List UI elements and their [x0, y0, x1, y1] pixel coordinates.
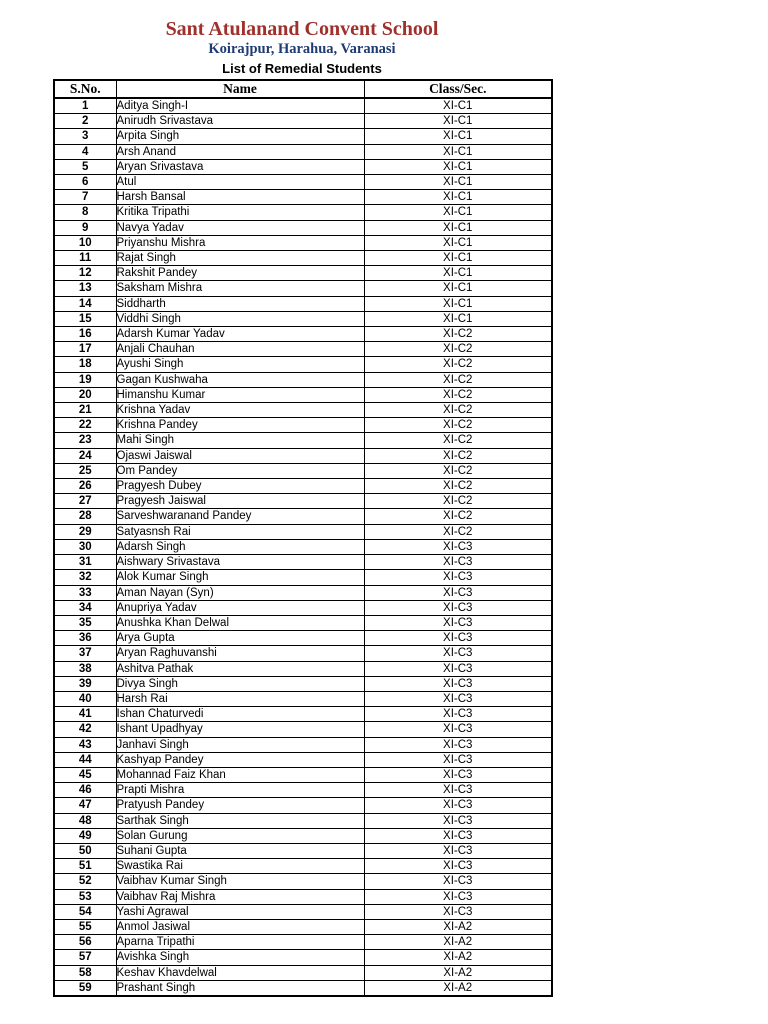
cell-name: Anmol Jasiwal	[116, 919, 364, 934]
cell-sno: 40	[54, 691, 116, 706]
cell-name: Aparna Tripathi	[116, 935, 364, 950]
cell-sno: 9	[54, 220, 116, 235]
cell-sno: 37	[54, 646, 116, 661]
list-title: List of Remedial Students	[222, 61, 382, 76]
cell-class: XI-C3	[364, 615, 552, 630]
table-row	[54, 98, 552, 114]
cell-sno: 31	[54, 555, 116, 570]
cell-class: XI-C3	[364, 843, 552, 858]
cell-class: XI-C1	[364, 266, 552, 281]
table-row	[54, 129, 552, 144]
school-address: Koirajpur, Harahua, Varanasi	[208, 41, 396, 57]
cell-class: XI-C1	[364, 296, 552, 311]
cell-class: XI-C3	[364, 555, 552, 570]
cell-sno: 17	[54, 342, 116, 357]
cell-class: XI-A2	[364, 935, 552, 950]
cell-class: XI-C3	[364, 798, 552, 813]
cell-name: Suhani Gupta	[116, 843, 364, 858]
cell-class: XI-C2	[364, 387, 552, 402]
remedial-students-table	[53, 79, 553, 997]
cell-class: XI-C2	[364, 357, 552, 372]
cell-name: Solan Gurung	[116, 828, 364, 843]
cell-sno: 28	[54, 509, 116, 524]
cell-class: XI-A2	[364, 950, 552, 965]
cell-sno: 2	[54, 114, 116, 129]
cell-name: Saksham Mishra	[116, 281, 364, 296]
table-row	[54, 935, 552, 950]
cell-sno: 1	[54, 98, 116, 114]
table-row	[54, 889, 552, 904]
table-row	[54, 403, 552, 418]
cell-name: Divya Singh	[116, 676, 364, 691]
cell-name: Satyasnsh Rai	[116, 524, 364, 539]
cell-class: XI-C3	[364, 570, 552, 585]
cell-class: XI-C2	[364, 448, 552, 463]
table-row	[54, 874, 552, 889]
cell-name: Anupriya Yadav	[116, 600, 364, 615]
cell-class: XI-C1	[364, 220, 552, 235]
cell-class: XI-C3	[364, 752, 552, 767]
table-row	[54, 205, 552, 220]
cell-name: Prashant Singh	[116, 980, 364, 996]
cell-sno: 39	[54, 676, 116, 691]
cell-name: Ishant Upadhyay	[116, 722, 364, 737]
cell-name: Arpita Singh	[116, 129, 364, 144]
cell-class: XI-C1	[364, 144, 552, 159]
cell-sno: 38	[54, 661, 116, 676]
table-row	[54, 737, 552, 752]
cell-sno: 34	[54, 600, 116, 615]
cell-sno: 12	[54, 266, 116, 281]
table-row	[54, 114, 552, 129]
column-header-name: Name	[116, 80, 364, 98]
table-row	[54, 752, 552, 767]
cell-name: Ishan Chaturvedi	[116, 707, 364, 722]
cell-sno: 13	[54, 281, 116, 296]
cell-class: XI-C1	[364, 235, 552, 250]
cell-class: XI-C3	[364, 722, 552, 737]
cell-sno: 5	[54, 159, 116, 174]
cell-class: XI-C2	[364, 479, 552, 494]
cell-class: XI-C2	[364, 433, 552, 448]
cell-sno: 15	[54, 311, 116, 326]
table-row	[54, 707, 552, 722]
cell-class: XI-C1	[364, 205, 552, 220]
cell-sno: 24	[54, 448, 116, 463]
cell-name: Pragyesh Jaiswal	[116, 494, 364, 509]
cell-sno: 41	[54, 707, 116, 722]
table-row	[54, 600, 552, 615]
cell-class: XI-C3	[364, 904, 552, 919]
cell-sno: 36	[54, 631, 116, 646]
cell-sno: 58	[54, 965, 116, 980]
table-row	[54, 691, 552, 706]
table-row	[54, 327, 552, 342]
cell-name: Yashi Agrawal	[116, 904, 364, 919]
cell-name: Swastika Rai	[116, 859, 364, 874]
cell-sno: 27	[54, 494, 116, 509]
cell-class: XI-C1	[364, 114, 552, 129]
cell-name: Anushka Khan Delwal	[116, 615, 364, 630]
cell-class: XI-C3	[364, 585, 552, 600]
cell-name: Harsh Rai	[116, 691, 364, 706]
cell-sno: 51	[54, 859, 116, 874]
table-row	[54, 372, 552, 387]
cell-sno: 6	[54, 175, 116, 190]
cell-class: XI-C1	[364, 159, 552, 174]
table-row	[54, 418, 552, 433]
cell-class: XI-C2	[364, 372, 552, 387]
table-row	[54, 433, 552, 448]
cell-name: Aman Nayan (Syn)	[116, 585, 364, 600]
cell-class: XI-C1	[364, 281, 552, 296]
cell-sno: 55	[54, 919, 116, 934]
cell-sno: 42	[54, 722, 116, 737]
table-row	[54, 783, 552, 798]
table-row	[54, 859, 552, 874]
table-row	[54, 798, 552, 813]
cell-name: Aryan Raghuvanshi	[116, 646, 364, 661]
cell-class: XI-C2	[364, 342, 552, 357]
cell-class: XI-C3	[364, 676, 552, 691]
cell-sno: 56	[54, 935, 116, 950]
cell-name: Janhavi Singh	[116, 737, 364, 752]
table-row	[54, 448, 552, 463]
table-row	[54, 281, 552, 296]
cell-name: Ojaswi Jaiswal	[116, 448, 364, 463]
cell-name: Anirudh Srivastava	[116, 114, 364, 129]
table-row	[54, 190, 552, 205]
cell-name: Vaibhav Kumar Singh	[116, 874, 364, 889]
table-row	[54, 509, 552, 524]
cell-name: Sarthak Singh	[116, 813, 364, 828]
cell-class: XI-C3	[364, 539, 552, 554]
cell-class: XI-C3	[364, 859, 552, 874]
cell-name: Mahi Singh	[116, 433, 364, 448]
table-row	[54, 843, 552, 858]
cell-name: Gagan Kushwaha	[116, 372, 364, 387]
cell-class: XI-C2	[364, 418, 552, 433]
table-row	[54, 646, 552, 661]
cell-sno: 49	[54, 828, 116, 843]
cell-name: Navya Yadav	[116, 220, 364, 235]
table-header-row	[54, 80, 552, 98]
cell-sno: 30	[54, 539, 116, 554]
cell-sno: 47	[54, 798, 116, 813]
cell-class: XI-C3	[364, 828, 552, 843]
cell-sno: 20	[54, 387, 116, 402]
cell-sno: 3	[54, 129, 116, 144]
cell-name: Rakshit Pandey	[116, 266, 364, 281]
cell-class: XI-A2	[364, 965, 552, 980]
cell-class: XI-C3	[364, 737, 552, 752]
table-row	[54, 676, 552, 691]
cell-sno: 26	[54, 479, 116, 494]
cell-name: Avishka Singh	[116, 950, 364, 965]
cell-class: XI-A2	[364, 980, 552, 996]
cell-sno: 53	[54, 889, 116, 904]
cell-class: XI-C3	[364, 661, 552, 676]
cell-name: Om Pandey	[116, 463, 364, 478]
cell-class: XI-C1	[364, 129, 552, 144]
cell-sno: 46	[54, 783, 116, 798]
table-row	[54, 251, 552, 266]
cell-sno: 43	[54, 737, 116, 752]
cell-name: Siddharth	[116, 296, 364, 311]
table-row	[54, 479, 552, 494]
cell-name: Prapti Mishra	[116, 783, 364, 798]
cell-name: Alok Kumar Singh	[116, 570, 364, 585]
table-row	[54, 980, 552, 996]
cell-name: Harsh Bansal	[116, 190, 364, 205]
cell-class: XI-C3	[364, 691, 552, 706]
cell-class: XI-A2	[364, 919, 552, 934]
table-row	[54, 266, 552, 281]
cell-name: Rajat Singh	[116, 251, 364, 266]
cell-name: Vaibhav Raj Mishra	[116, 889, 364, 904]
cell-class: XI-C2	[364, 524, 552, 539]
cell-sno: 7	[54, 190, 116, 205]
cell-name: Mohannad Faiz Khan	[116, 767, 364, 782]
cell-sno: 48	[54, 813, 116, 828]
cell-sno: 10	[54, 235, 116, 250]
cell-sno: 29	[54, 524, 116, 539]
cell-sno: 18	[54, 357, 116, 372]
cell-sno: 19	[54, 372, 116, 387]
table-body	[54, 98, 552, 996]
table-row	[54, 524, 552, 539]
cell-name: Adarsh Kumar Yadav	[116, 327, 364, 342]
cell-sno: 16	[54, 327, 116, 342]
cell-class: XI-C3	[364, 783, 552, 798]
cell-name: Pragyesh Dubey	[116, 479, 364, 494]
cell-class: XI-C3	[364, 707, 552, 722]
cell-name: Viddhi Singh	[116, 311, 364, 326]
cell-sno: 52	[54, 874, 116, 889]
table-row	[54, 570, 552, 585]
table-row	[54, 555, 552, 570]
cell-sno: 11	[54, 251, 116, 266]
cell-class: XI-C1	[364, 190, 552, 205]
cell-class: XI-C2	[364, 494, 552, 509]
table-row	[54, 919, 552, 934]
cell-sno: 33	[54, 585, 116, 600]
table-row	[54, 463, 552, 478]
table-row	[54, 813, 552, 828]
table-row	[54, 767, 552, 782]
cell-sno: 8	[54, 205, 116, 220]
cell-name: Krishna Yadav	[116, 403, 364, 418]
table-row	[54, 950, 552, 965]
cell-sno: 35	[54, 615, 116, 630]
cell-class: XI-C3	[364, 874, 552, 889]
cell-name: Pratyush Pandey	[116, 798, 364, 813]
cell-name: Sarveshwaranand Pandey	[116, 509, 364, 524]
cell-class: XI-C3	[364, 600, 552, 615]
cell-class: XI-C3	[364, 813, 552, 828]
table-row	[54, 175, 552, 190]
cell-class: XI-C2	[364, 463, 552, 478]
table-row	[54, 585, 552, 600]
cell-name: Himanshu Kumar	[116, 387, 364, 402]
cell-sno: 50	[54, 843, 116, 858]
cell-name: Kritika Tripathi	[116, 205, 364, 220]
cell-name: Krishna Pandey	[116, 418, 364, 433]
cell-class: XI-C3	[364, 767, 552, 782]
table-row	[54, 904, 552, 919]
table-row	[54, 615, 552, 630]
cell-name: Aditya Singh-I	[116, 98, 364, 114]
table-row	[54, 828, 552, 843]
cell-name: Keshav Khavdelwal	[116, 965, 364, 980]
table-row	[54, 342, 552, 357]
table-row	[54, 357, 552, 372]
table-row	[54, 539, 552, 554]
cell-class: XI-C2	[364, 403, 552, 418]
cell-sno: 54	[54, 904, 116, 919]
cell-class: XI-C2	[364, 509, 552, 524]
column-header-class: Class/Sec.	[364, 80, 552, 98]
table-row	[54, 311, 552, 326]
cell-name: Anjali Chauhan	[116, 342, 364, 357]
cell-sno: 59	[54, 980, 116, 996]
cell-class: XI-C1	[364, 175, 552, 190]
table-row	[54, 387, 552, 402]
cell-sno: 44	[54, 752, 116, 767]
cell-sno: 23	[54, 433, 116, 448]
school-name: Sant Atulanand Convent School	[165, 18, 439, 40]
cell-name: Aishwary Srivastava	[116, 555, 364, 570]
table-row	[54, 965, 552, 980]
cell-sno: 22	[54, 418, 116, 433]
cell-name: Kashyap Pandey	[116, 752, 364, 767]
cell-name: Arsh Anand	[116, 144, 364, 159]
column-header-sno: S.No.	[54, 80, 116, 98]
table-row	[54, 144, 552, 159]
table-row	[54, 296, 552, 311]
cell-class: XI-C2	[364, 327, 552, 342]
cell-class: XI-C1	[364, 98, 552, 114]
cell-class: XI-C3	[364, 889, 552, 904]
cell-sno: 14	[54, 296, 116, 311]
cell-sno: 57	[54, 950, 116, 965]
cell-name: Atul	[116, 175, 364, 190]
cell-name: Aryan Srivastava	[116, 159, 364, 174]
cell-sno: 45	[54, 767, 116, 782]
table-row	[54, 494, 552, 509]
cell-name: Ayushi Singh	[116, 357, 364, 372]
cell-class: XI-C1	[364, 311, 552, 326]
cell-sno: 25	[54, 463, 116, 478]
table-row	[54, 661, 552, 676]
cell-class: XI-C1	[364, 251, 552, 266]
cell-sno: 4	[54, 144, 116, 159]
cell-name: Priyanshu Mishra	[116, 235, 364, 250]
cell-sno: 21	[54, 403, 116, 418]
cell-sno: 32	[54, 570, 116, 585]
cell-class: XI-C3	[364, 631, 552, 646]
table-row	[54, 631, 552, 646]
cell-name: Arya Gupta	[116, 631, 364, 646]
table-row	[54, 722, 552, 737]
cell-name: Adarsh Singh	[116, 539, 364, 554]
table-row	[54, 220, 552, 235]
cell-class: XI-C3	[364, 646, 552, 661]
table-row	[54, 159, 552, 174]
cell-name: Ashitva Pathak	[116, 661, 364, 676]
table-row	[54, 235, 552, 250]
